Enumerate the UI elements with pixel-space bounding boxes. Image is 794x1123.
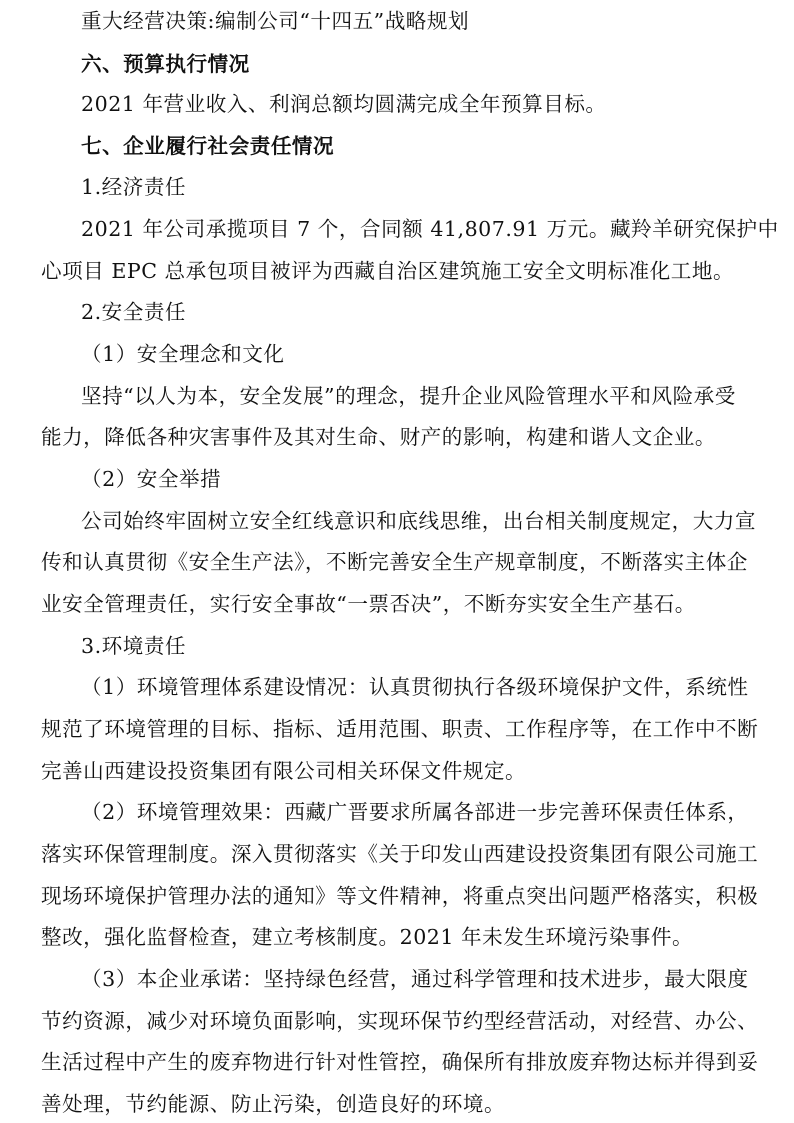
- paragraph-line: 完善山西建设投资集团有限公司相关环保文件规定。: [41, 759, 527, 783]
- paragraph-line: 落实环保管理制度。深入贯彻落实《关于印发山西建设投资集团有限公司施工: [41, 842, 759, 866]
- subsection-heading-economic: 1.经济责任: [81, 175, 187, 199]
- item-heading: （2）安全举措: [81, 467, 222, 491]
- paragraph-line: 2021 年营业收入、利润总额均圆满完成全年预算目标。: [81, 92, 607, 116]
- paragraph-line: 规范了环境管理的目标、指标、适用范围、职责、工作程序等，在工作中不断: [41, 717, 759, 741]
- paragraph-line: 现场环境保护管理办法的通知》等文件精神，将重点突出问题严格落实，积极: [41, 884, 759, 908]
- section-heading-budget: 六、预算执行情况: [81, 52, 250, 76]
- paragraph-line: 业安全管理责任，实行安全事故“一票否决”，不断夯实安全生产基石。: [41, 592, 696, 616]
- paragraph-line: 坚持“以人为本，安全发展”的理念，提升企业风险管理水平和风险承受: [81, 384, 736, 408]
- paragraph-line: 整改，强化监督检查，建立考核制度。2021 年未发生环境污染事件。: [41, 925, 694, 949]
- paragraph-line: 心项目 EPC 总承包项目被评为西藏自治区建筑施工安全文明标准化工地。: [41, 259, 735, 283]
- item-heading: （1）安全理念和文化: [81, 342, 285, 366]
- paragraph-line: 传和认真贯彻《安全生产法》，不断完善安全生产规章制度，不断落实主体企: [41, 550, 748, 574]
- paragraph-line: （2）环境管理效果：西藏广晋要求所属各部进一步完善环保责任体系，: [81, 800, 749, 824]
- paragraph-line: 2021 年公司承揽项目 7 个，合同额 41,807.91 万元。藏羚羊研究保护中: [81, 217, 779, 241]
- subsection-heading-environment: 3.环境责任: [81, 634, 187, 658]
- paragraph-line: 节约资源，减少对环境负面影响，实现环保节约型经营活动，对经营、办公、: [41, 1009, 759, 1033]
- subsection-heading-safety: 2.安全责任: [81, 300, 187, 324]
- paragraph-line: 生活过程中产生的废弃物进行针对性管控，确保所有排放废弃物达标并得到妥: [41, 1050, 759, 1074]
- paragraph-line: （1）环境管理体系建设情况：认真贯彻执行各级环境保护文件，系统性: [81, 675, 749, 699]
- paragraph-line: 能力，降低各种灾害事件及其对生命、财产的影响，构建和谐人文企业。: [41, 425, 716, 449]
- paragraph-line: 善处理，节约能源、防止污染，创造良好的环境。: [41, 1092, 506, 1116]
- paragraph-line: 公司始终牢固树立安全红线意识和底线思维，出台相关制度规定，大力宣: [81, 509, 756, 533]
- paragraph-line: 重大经营决策:编制公司“十四五”战略规划: [81, 9, 470, 33]
- paragraph-line: （3）本企业承诺：坚持绿色经营，通过科学管理和技术进步，最大限度: [81, 967, 749, 991]
- section-heading-social-responsibility: 七、企业履行社会责任情况: [81, 134, 335, 158]
